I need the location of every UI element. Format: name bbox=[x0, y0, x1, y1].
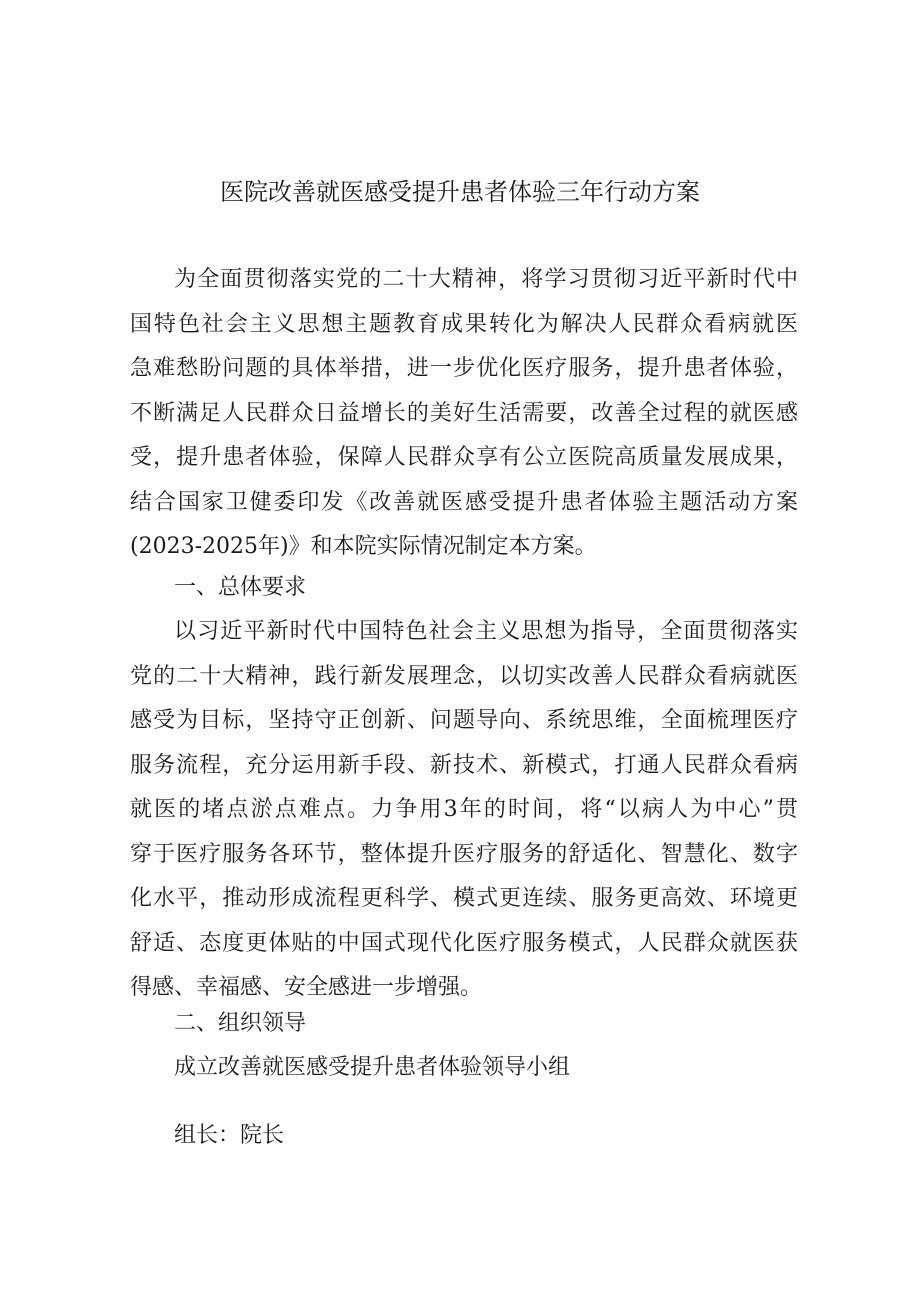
group-leader-line: 组长：院长 bbox=[174, 1123, 285, 1148]
section1-line-6: 穿于医疗服务各环节，整体提升医疗服务的舒适化、智慧化、数字 bbox=[130, 841, 798, 867]
intro-line-4: 不断满足人民群众日益增长的美好生活需要，改善全过程的就医感 bbox=[130, 400, 798, 426]
section-heading-general-requirements: 一、总体要求 bbox=[174, 575, 307, 600]
section1-line-1: 以习近平新时代中国特色社会主义思想为指导，全面贯彻落实 bbox=[174, 619, 798, 644]
section1-line-4: 服务流程，充分运用新手段、新技术、新模式，打通人民群众看病 bbox=[130, 752, 798, 778]
intro-paragraph bbox=[130, 258, 798, 570]
intro-line-7: (2023-2025年)》和本院实际情况制定本方案。 bbox=[130, 534, 597, 559]
section1-line-8: 舒适、态度更体贴的中国式现代化医疗服务模式，人民群众就医获 bbox=[130, 930, 798, 956]
intro-line-5: 受，提升患者体验，保障人民群众享有公立医院高质量发展成果， bbox=[130, 445, 798, 470]
intro-line-6: 结合国家卫健委印发《改善就医感受提升患者体验主题活动方案 bbox=[130, 489, 798, 515]
intro-line-2: 国特色社会主义思想主题教育成果转化为解决人民群众看病就医 bbox=[130, 311, 798, 337]
leadership-group-line: 成立改善就医感受提升患者体验领导小组 bbox=[174, 1055, 571, 1080]
section1-line-9: 得感、幸福感、安全感进一步增强。 bbox=[130, 975, 483, 1000]
section1-line-7: 化水平，推动形成流程更科学、模式更连续、服务更高效、环境更 bbox=[130, 886, 798, 911]
intro-line-1: 为全面贯彻落实党的二十大精神，将学习贯彻习近平新时代中 bbox=[174, 267, 798, 292]
section-heading-organization-leadership: 二、组织领导 bbox=[174, 1011, 307, 1036]
section1-line-3: 感受为目标，坚持守正创新、问题导向、系统思维，全面梳理医疗 bbox=[130, 708, 798, 733]
section1-line-2: 党的二十大精神，践行新发展理念，以切实改善人民群众看病就医 bbox=[130, 663, 798, 689]
document-title: 医院改善就医感受提升患者体验三年行动方案 bbox=[220, 178, 700, 206]
section1-line-5: 就医的堵点淤点难点。力争用3年的时间，将“以病人为中心”贯 bbox=[130, 797, 798, 822]
intro-line-3: 急难愁盼问题的具体举措，进一步优化医疗服务，提升患者体验， bbox=[130, 356, 798, 381]
section1-paragraph bbox=[130, 610, 798, 1011]
